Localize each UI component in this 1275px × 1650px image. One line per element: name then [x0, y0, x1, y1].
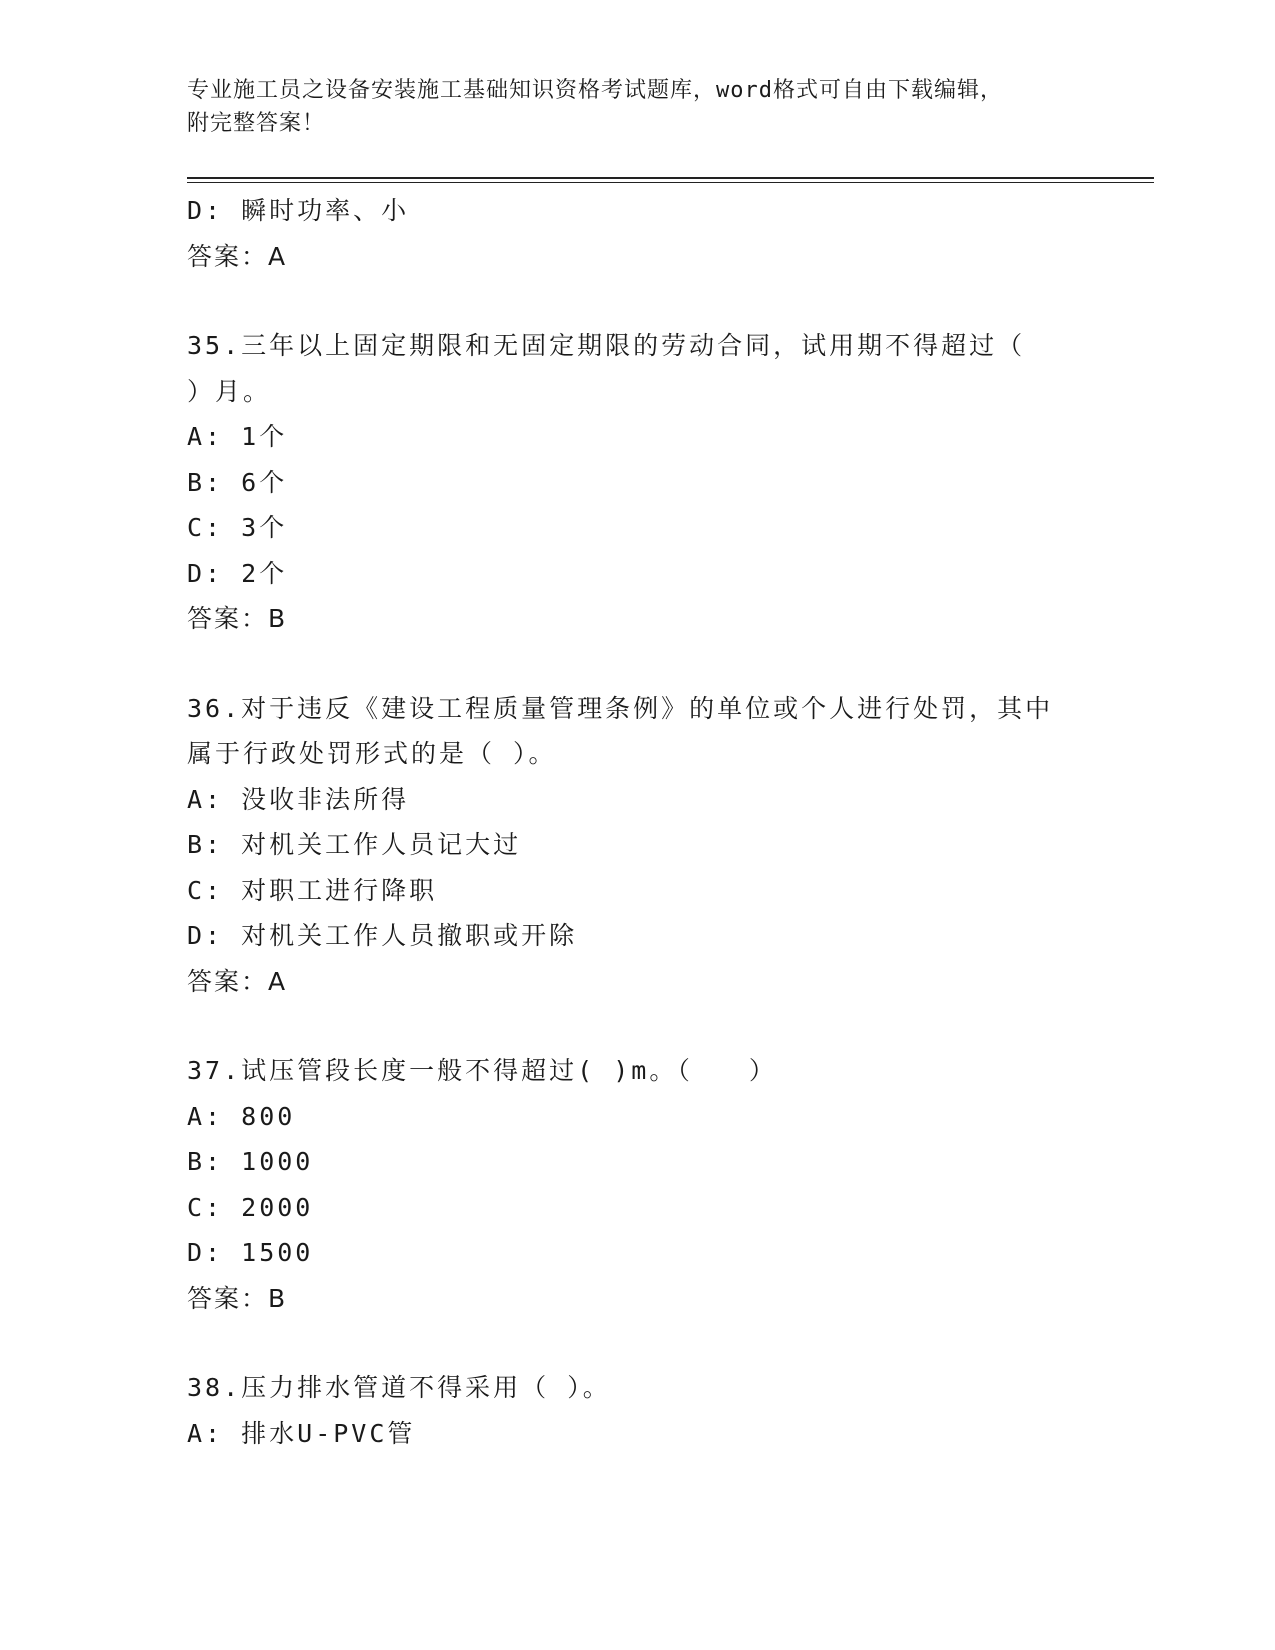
- option-c: C: 2000: [187, 1192, 314, 1222]
- spacer: [187, 1321, 1087, 1365]
- option-a: A: 没收非法所得: [187, 784, 410, 814]
- answer: 答案：A: [187, 966, 288, 996]
- option-d: D: 对机关工作人员撤职或开除: [187, 921, 578, 950]
- option-a: A: 1个: [187, 422, 288, 451]
- option-d: D: 2个: [187, 558, 288, 588]
- question-stem-line-2: ）月。: [187, 376, 272, 406]
- option-d: D: 瞬时功率、小: [187, 196, 410, 225]
- option-c: C: 3个: [187, 513, 288, 542]
- option-b: B: 对机关工作人员记大过: [187, 830, 522, 859]
- question-35: [187, 323, 1087, 642]
- option-b: B: 1000: [187, 1147, 314, 1176]
- question-stem-line-1: 38.压力排水管道不得采用（ ）。: [187, 1373, 611, 1402]
- option-a: A: 800: [187, 1101, 296, 1131]
- header-divider-thick: [187, 177, 1154, 179]
- answer: 答案：A: [187, 241, 288, 271]
- header-title-line-1: 专业施工员之设备安装施工基础知识资格考试题库，word格式可自由下载编辑，: [187, 78, 1003, 103]
- question-list: [187, 188, 1087, 1456]
- spacer: [187, 642, 1087, 686]
- question-stem-line-1: 35.三年以上固定期限和无固定期限的劳动合同，试用期不得超过（: [187, 331, 1026, 360]
- answer: 答案：B: [187, 1283, 288, 1313]
- header-divider-thin: [187, 182, 1154, 183]
- question-stem-line-1: 36.对于违反《建设工程质量管理条例》的单位或个人进行处罚，其中: [187, 693, 1054, 723]
- question-36: [187, 686, 1087, 1005]
- option-c: C: 对职工进行降职: [187, 875, 438, 905]
- option-b: B: 6个: [187, 467, 288, 497]
- question-37: [187, 1048, 1087, 1321]
- answer: 答案：B: [187, 604, 288, 633]
- spacer: [187, 1004, 1087, 1048]
- question-34-tail: [187, 188, 1087, 279]
- document-header: [187, 74, 1087, 140]
- option-d: D: 1500: [187, 1238, 314, 1267]
- option-a: A: 排水U-PVC管: [187, 1418, 416, 1448]
- question-stem-line-1: 37.试压管段长度一般不得超过( )m。（ ）: [187, 1056, 777, 1085]
- spacer: [187, 279, 1087, 323]
- question-stem-line-2: 属于行政处罚形式的是（ ）。: [187, 739, 557, 768]
- header-title-line-2: 附完整答案！: [187, 111, 326, 136]
- question-38: [187, 1365, 1087, 1456]
